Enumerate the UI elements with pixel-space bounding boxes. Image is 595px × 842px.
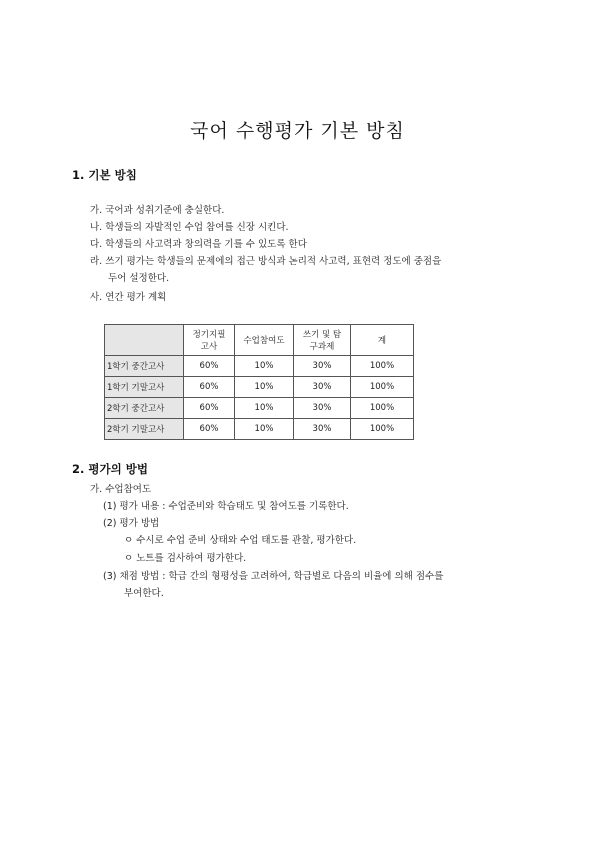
policy-item-na: 나. 학생들의 자발적인 수업 참여를 신장 시킨다. — [90, 222, 289, 233]
table-row — [105, 356, 414, 377]
table-header-cell: 수업참여도 — [235, 325, 294, 356]
table-header-cell — [294, 325, 351, 356]
table-cell: 100% — [351, 398, 414, 419]
table-cell: 10% — [235, 377, 294, 398]
policy-item-ra: 라. 쓰기 평가는 학생들의 문제에의 접근 방식과 논리적 사고력, 표현력 정도에 중점을 — [90, 256, 442, 267]
row-label: 2학기 중간고사 — [105, 398, 184, 419]
table-header-cell — [184, 325, 235, 356]
table-cell: 60% — [184, 377, 235, 398]
annual-evaluation-plan-table — [104, 324, 414, 440]
method-item-2: (2) 평가 방법 — [103, 518, 160, 529]
header-written-exam-line1: 정기지필 — [192, 330, 226, 340]
method-item-3: (3) 채점 방법 : 학급 간의 형평성을 고려하여, 학급별로 다음의 비율에 의해 점수를 — [103, 571, 444, 582]
row-label: 2학기 기말고사 — [105, 419, 184, 440]
table-cell: 10% — [235, 356, 294, 377]
table-header-cell: 계 — [351, 325, 414, 356]
policy-item-da: 다. 학생들의 사고력과 창의력을 기를 수 있도록 한다 — [90, 239, 307, 250]
table-cell: 30% — [294, 377, 351, 398]
method-item-ga: 가. 수업참여도 — [90, 484, 152, 495]
table-cell: 60% — [184, 398, 235, 419]
table-cell: 100% — [351, 419, 414, 440]
method-item-1: (1) 평가 내용 : 수업준비와 학습태도 및 참여도를 기록한다. — [103, 501, 349, 512]
table-cell: 100% — [351, 377, 414, 398]
section-heading-evaluation-method: 2. 평가의 방법 — [72, 462, 148, 476]
table-cell: 10% — [235, 419, 294, 440]
table-row — [105, 377, 414, 398]
policy-item-sa: 사. 연간 평가 계획 — [90, 292, 167, 303]
policy-item-ga: 가. 국어과 성취기준에 충실한다. — [90, 205, 225, 216]
header-written-exam-line2: 고사 — [200, 342, 218, 352]
header-writing-task-line1: 쓰기 및 탐 — [302, 330, 342, 340]
section-heading-basic-policy: 1. 기본 방침 — [72, 168, 137, 182]
row-label: 1학기 기말고사 — [105, 377, 184, 398]
table-cell: 60% — [184, 419, 235, 440]
row-label: 1학기 중간고사 — [105, 356, 184, 377]
table-cell: 30% — [294, 419, 351, 440]
table-cell: 100% — [351, 356, 414, 377]
header-writing-task-line2: 구과제 — [309, 342, 335, 352]
policy-item-ra-continued: 두어 설정한다. — [108, 273, 170, 284]
table-cell: 10% — [235, 398, 294, 419]
table-cell: 30% — [294, 356, 351, 377]
method-item-3-continued: 부여한다. — [124, 588, 164, 599]
method-bullet-observe: ㅇ 수시로 수업 준비 상태와 수업 태도를 관찰, 평가한다. — [124, 535, 357, 546]
table-header-row — [105, 325, 414, 356]
table-row — [105, 419, 414, 440]
table-row — [105, 398, 414, 419]
page-title: 국어 수행평가 기본 방침 — [190, 120, 405, 142]
table-cell: 30% — [294, 398, 351, 419]
method-bullet-notebook: ㅇ 노트를 검사하여 평가한다. — [124, 553, 247, 564]
table-cell: 60% — [184, 356, 235, 377]
table-header-cell — [105, 325, 184, 356]
